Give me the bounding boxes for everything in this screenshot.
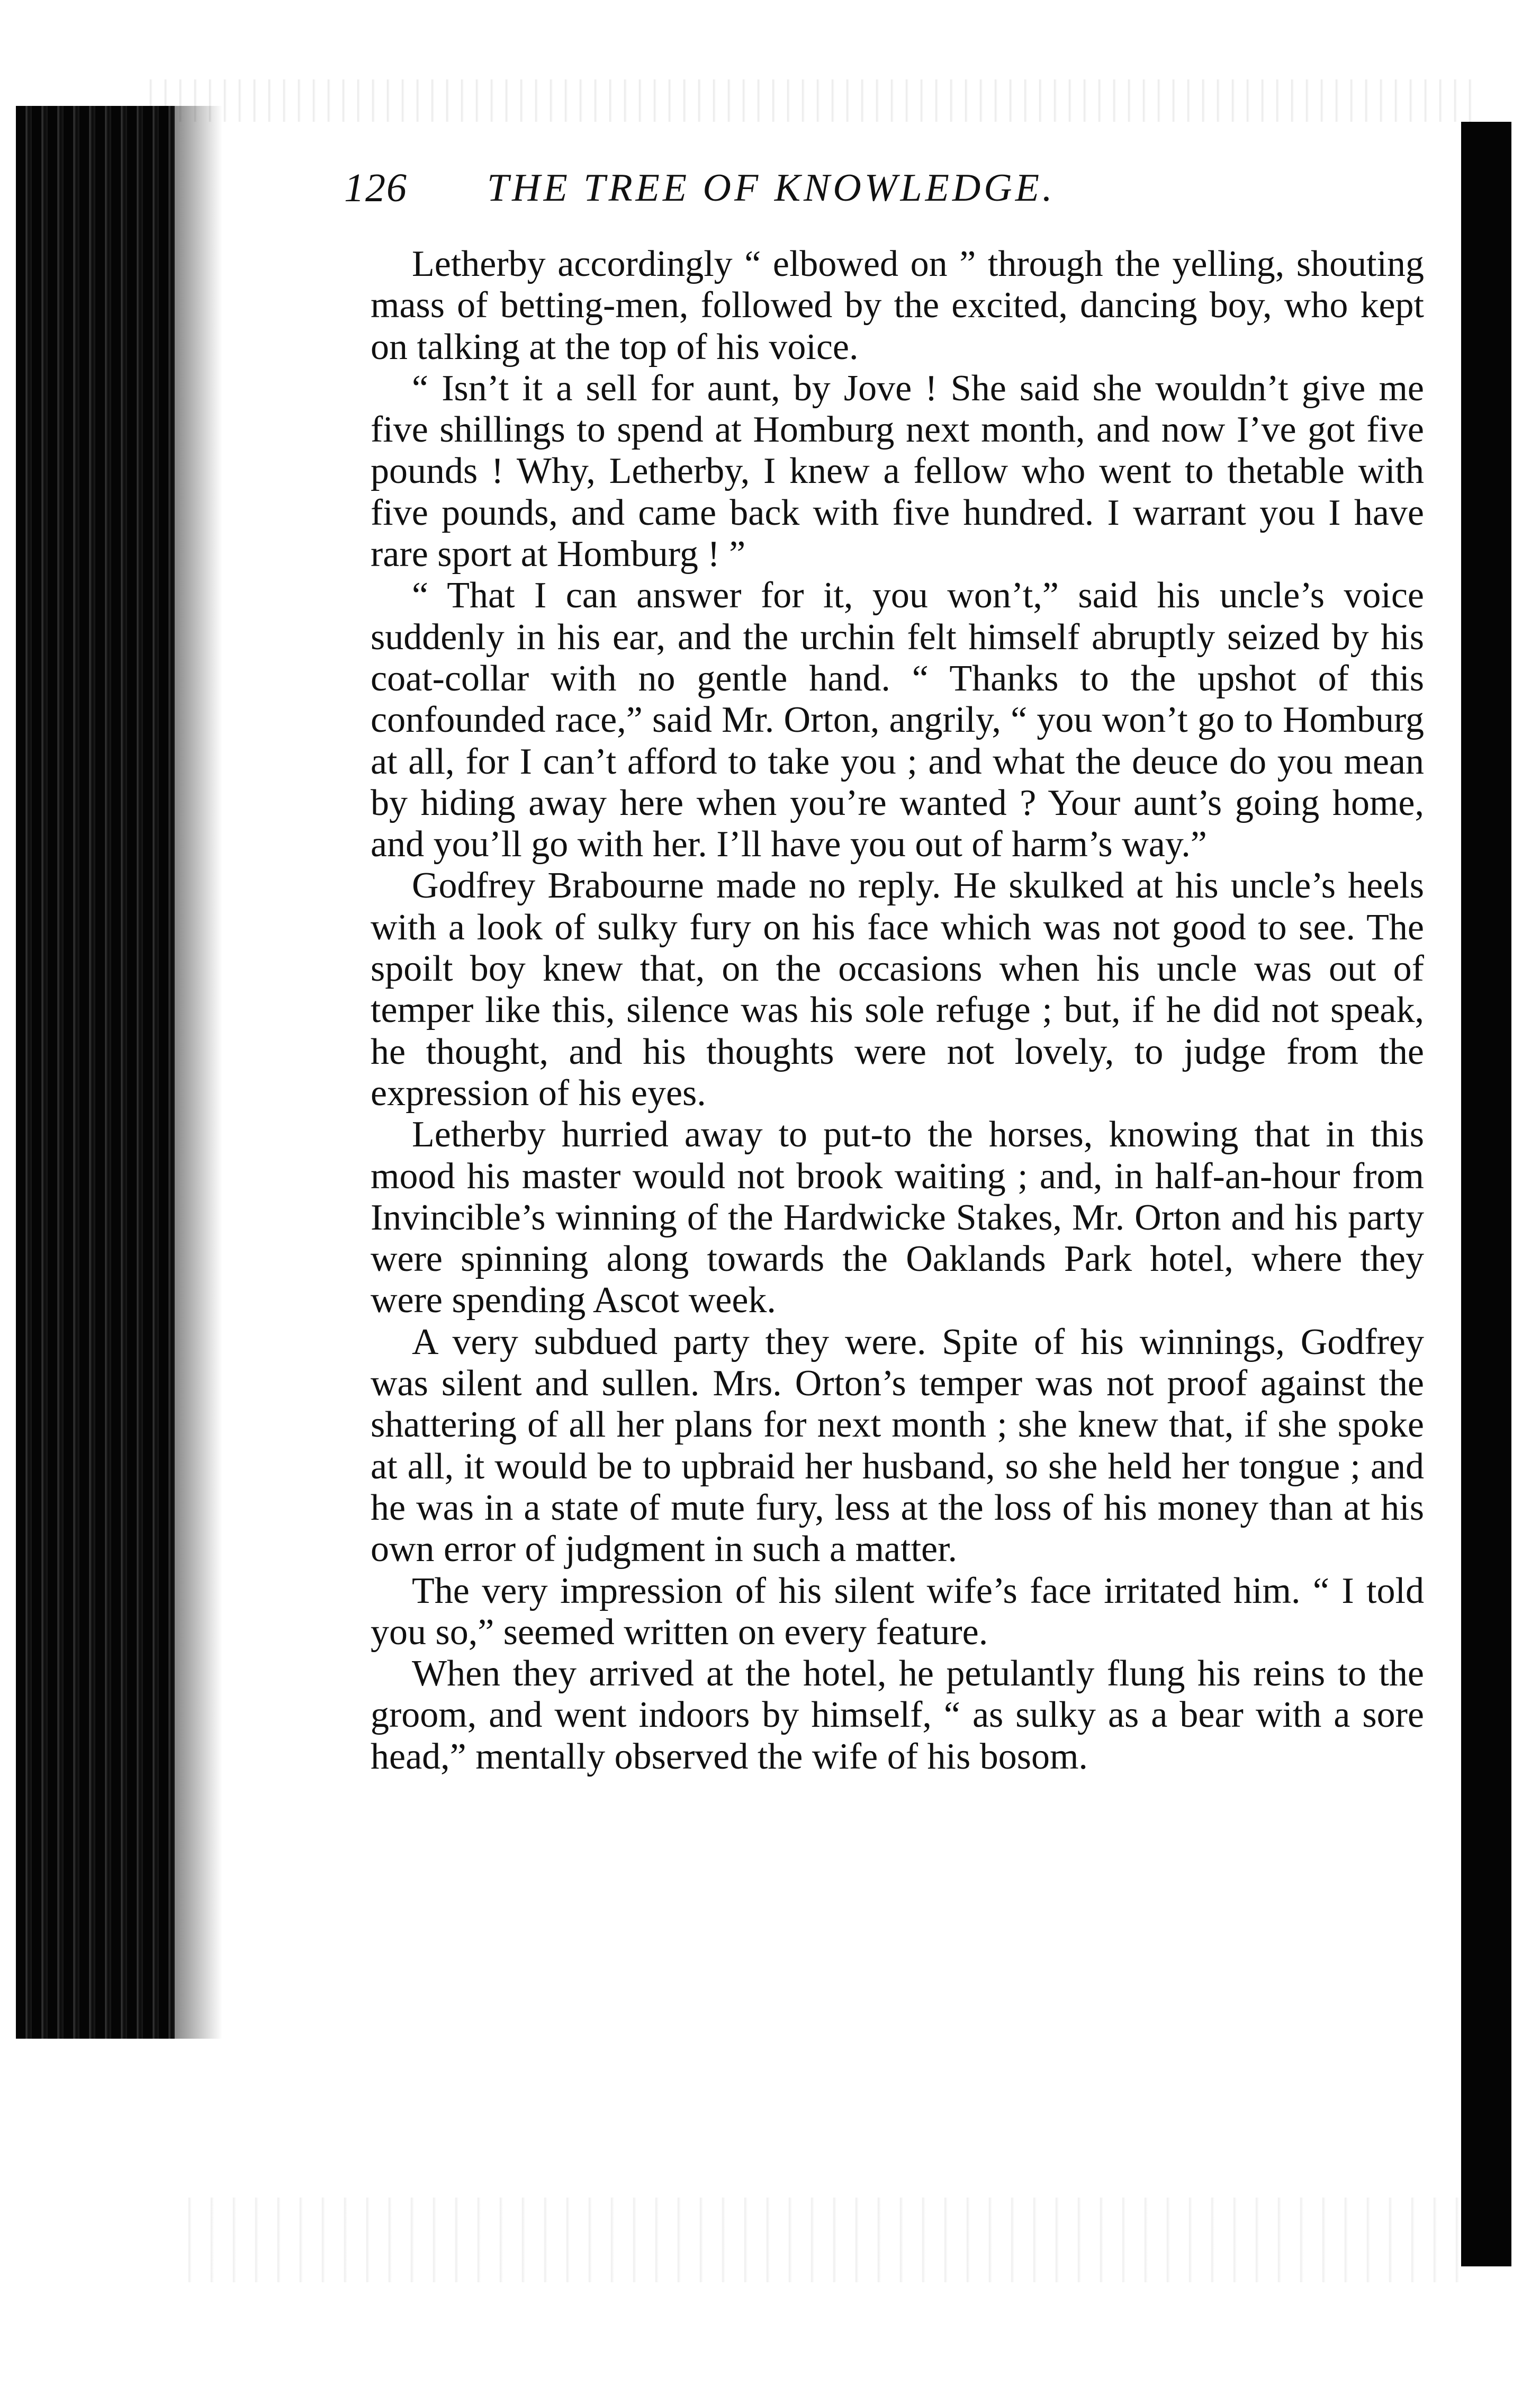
scan-edge-bar: [1461, 122, 1511, 2266]
paragraph: A very subdued party they were. Spite of his winnings, Godfrey was silent and sullen. Mrs. Orton’s temper was not proof against the shattering of all her plans for next month ; she knew that, if she spoke at all, it would be to upbraid her husband, so she held her tongue ; and he was in a state of mute fury, less at the loss of his money than at his own error of judgment in such a matter.: [371, 1321, 1424, 1570]
paragraph: Letherby hurried away to put-to the horses, knowing that in this mood his master would not brook waiting ; and, in half-an-hour from Invincible’s winning of the Hardwicke Stakes, Mr. Orton and his party were spinning along towards the Oaklands Park hotel, where they were spending Ascot week.: [371, 1114, 1424, 1321]
body-text: [371, 244, 1424, 2108]
paragraph: “ Isn’t it a sell for aunt, by Jove ! She said she wouldn’t give me five shillings to spend at Homburg next month, and now I’ve got five pounds ! Why, Letherby, I knew a fellow who went to thetable with five pounds, and came back with five hundred. I warrant you I have rare sport at Homburg ! ”: [371, 367, 1424, 575]
running-title: THE TREE OF KNOWLEDGE.: [487, 166, 1056, 210]
paragraph: When they arrived at the hotel, he petulantly flung his reins to the groom, and went indoors by himself, “ as sulky as a bear with a sore head,” mentally observed the wife of his bosom.: [371, 1653, 1424, 1777]
page-number: 126: [344, 166, 408, 210]
scan-noise-bottom: [169, 2198, 1472, 2282]
paragraph: The very impression of his silent wife’s face irritated him. “ I told you so,” seemed written on every feature.: [371, 1570, 1424, 1653]
paragraph: Letherby accordingly “ elbowed on ” through the yelling, shouting mass of betting-men, followed by the excited, dancing boy, who kept on talking at the top of his voice.: [371, 244, 1424, 367]
scan-gutter-shadow: [16, 106, 175, 2039]
paragraph: Godfrey Brabourne made no reply. He skulked at his uncle’s heels with a look of sulky fury on his face which was not good to see. The spoilt boy knew that, on the occasions when his uncle was out of temper like this, silence was his sole refuge ; but, if he did not speak, he thought, and his thoughts were not lovely, to judge from the expression of his eyes.: [371, 865, 1424, 1114]
scan-noise-top: [138, 79, 1472, 122]
running-head: [344, 159, 1419, 217]
paragraph: “ That I can answer for it, you won’t,” said his uncle’s voice suddenly in his ear, and the urchin felt himself abruptly seized by his coat-collar with no gentle hand. “ Thanks to the upshot of this confounded race,” said Mr. Orton, angrily, “ you won’t go to Homburg at all, for I can’t afford to take you ; and what the deuce do you mean by hiding away here when you’re wanted ? Your aunt’s going home, and you’ll go with her. I’ll have you out of harm’s way.”: [371, 575, 1424, 865]
scan-gutter-fade: [175, 106, 222, 2039]
